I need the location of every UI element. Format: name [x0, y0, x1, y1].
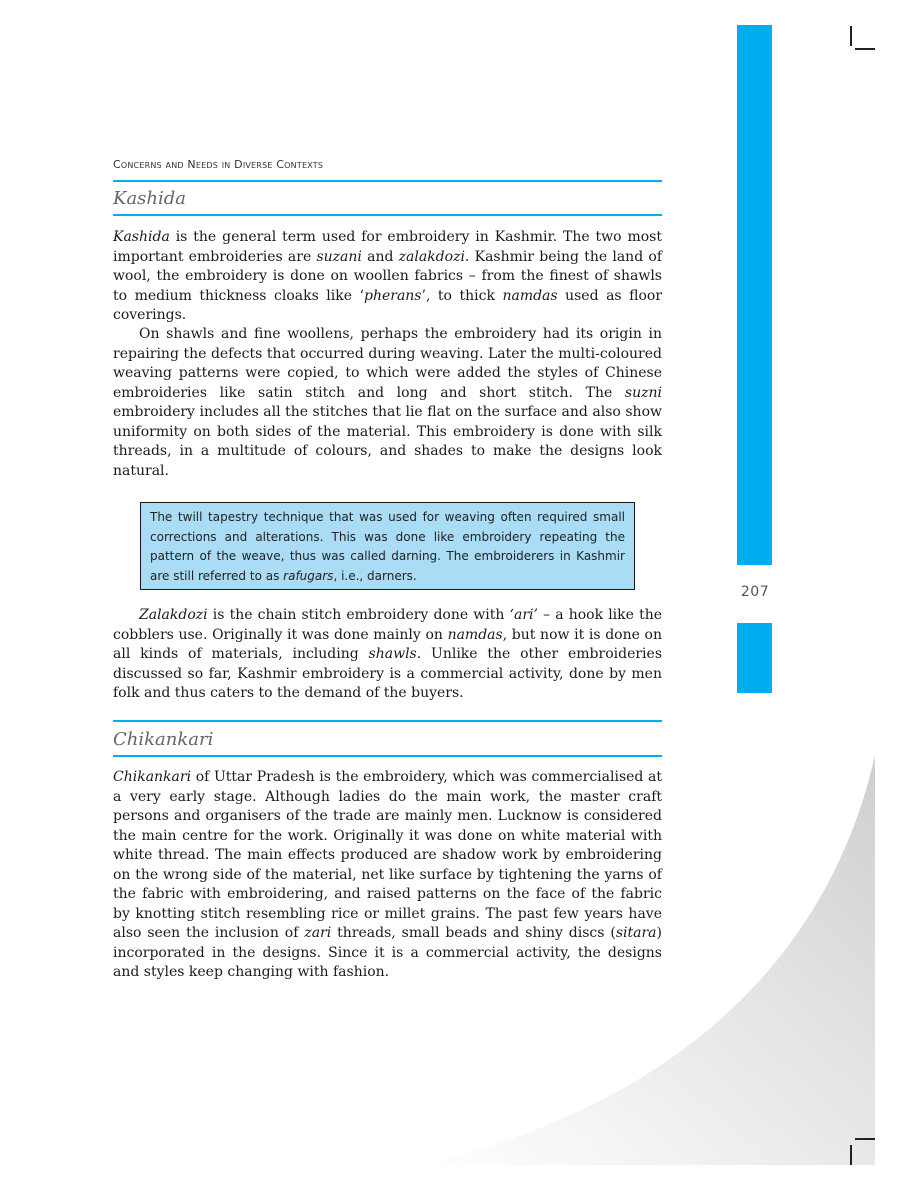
section-rule-chikankari-top [113, 720, 662, 722]
side-accent-bar-lower [737, 623, 772, 693]
kashida-paragraph-2: On shawls and fine woollens, perhaps the embroidery had its origin in repairing the defects that occurred during weaving. Later the multi-coloured weaving patterns were copied, to which were added the styles of Chinese embroideries like satin stitch and long and short stitch. The suzni embroidery includes all the stitches that lie flat on the surface and also show uniformity on both sides of the material. This embroidery is done with silk threads, in a multitude of colours, and shades to make the designs look natural. [113, 326, 662, 479]
crop-mark-bottom-vertical [850, 1145, 852, 1165]
section-title-chikankari: Chikankari [113, 729, 214, 750]
crop-mark-top-vertical [850, 26, 852, 46]
crop-mark-top-horizontal [855, 48, 875, 50]
kashida-paragraph-3: Zalakdozi is the chain stitch embroidery done with ‘ari’ – a hook like the cobblers use. Originally it was done mainly on namdas, but now it is done on all kinds of materials, including shawls. Unlike the other embroideries discussed so far, Kashmir embroidery is a commercial activity, done by men folk and thus caters to the demand of the buyers. [113, 607, 662, 701]
side-accent-bar-upper [737, 25, 772, 565]
crop-mark-bottom-horizontal [855, 1138, 875, 1140]
section-rule-chikankari-bottom [113, 755, 662, 757]
note-box-darning: The twill tapestry technique that was used for weaving often required small corrections and alterations. This was done like embroidery repeating the pattern of the weave, thus was called darning. The embroiderers in Kashmir are still referred to as rafugars, i.e., darners. [140, 502, 635, 590]
running-head: Concerns and Needs in Diverse Contexts [113, 158, 324, 171]
page-number: 207 [740, 584, 770, 600]
header-rule [113, 180, 662, 182]
chikankari-paragraph-1: Chikankari of Uttar Pradesh is the embroidery, which was commercialised at a very early stage. Although ladies do the main work, the master craft persons and organisers of the trade are mainly men. Lucknow is considered the main centre for the work. Originally it was done on white material with white thread. The main effects produced are shadow work by embroidering on the wrong side of the material, net like surface by tightening the yarns of the fabric with embroidering, and raised patterns on the face of the fabric by knotting stitch resembling rice or millet grains. The past few years have also seen the inclusion of zari threads, small beads and shiny discs (sitara) incorporated in the designs. Since it is a commercial activity, the designs and styles keep changing with fashion. [113, 769, 662, 980]
section-title-kashida: Kashida [113, 188, 187, 209]
kashida-paragraph-1: Kashida is the general term used for embroidery in Kashmir. The two most important embroideries are suzani and zalakdozi. Kashmir being the land of wool, the embroidery is done on woollen fabrics – from the finest of shawls to medium thickness cloaks like ‘pherans’, to thick namdas used as floor coverings. [113, 229, 663, 323]
section-rule-kashida [113, 214, 662, 216]
